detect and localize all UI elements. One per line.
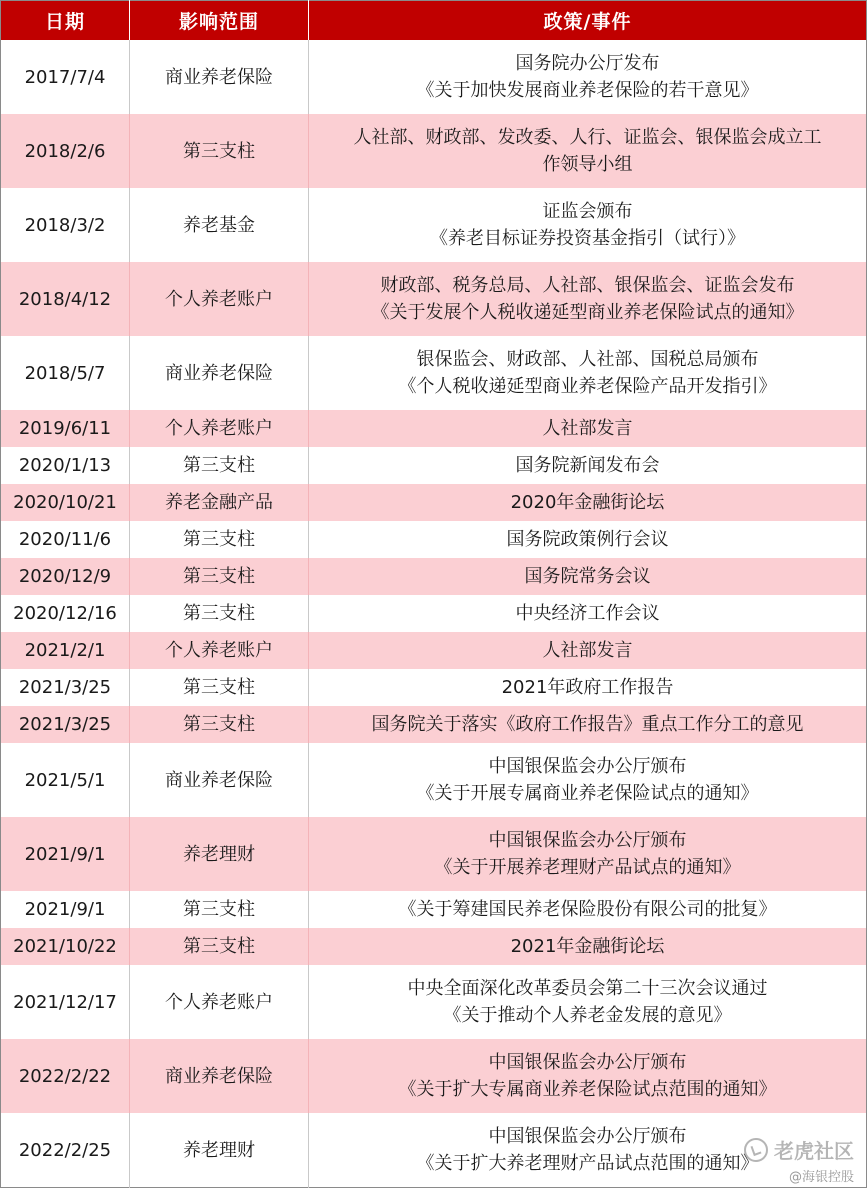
policy-cell xyxy=(309,965,867,1039)
scope-cell: 第三支柱 xyxy=(130,891,309,928)
policy-line: 《关于推动个人养老金发展的意见》 xyxy=(443,1005,732,1026)
policy-line: 国务院新闻发布会 xyxy=(515,455,660,476)
policy-cell xyxy=(309,928,867,965)
date-cell: 2020/12/9 xyxy=(1,558,130,595)
table-row xyxy=(1,928,867,965)
scope-cell: 第三支柱 xyxy=(130,558,309,595)
policy-line: 人社部、财政部、发改委、人行、证监会、银保监会成立工 xyxy=(353,127,822,148)
policy-cell xyxy=(309,1039,867,1113)
table-row xyxy=(1,558,867,595)
table-row xyxy=(1,447,867,484)
table-row xyxy=(1,40,867,114)
table-row xyxy=(1,262,867,336)
scope-cell: 个人养老账户 xyxy=(130,410,309,447)
table-row xyxy=(1,114,867,188)
policy-line: 2021年政府工作报告 xyxy=(501,677,674,698)
scope-cell: 第三支柱 xyxy=(130,706,309,743)
table-row xyxy=(1,1113,867,1188)
scope-cell: 个人养老账户 xyxy=(130,262,309,336)
table-row xyxy=(1,521,867,558)
date-cell: 2021/9/1 xyxy=(1,891,130,928)
policy-line: 财政部、税务总局、人社部、银保监会、证监会发布 xyxy=(380,275,795,296)
scope-cell: 第三支柱 xyxy=(130,595,309,632)
policy-line: 《关于发展个人税收递延型商业养老保险试点的通知》 xyxy=(371,302,804,323)
policy-line: 国务院关于落实《政府工作报告》重点工作分工的意见 xyxy=(371,714,804,735)
policy-line: 《关于扩大养老理财产品试点范围的通知》 xyxy=(416,1153,759,1174)
scope-cell: 个人养老账户 xyxy=(130,965,309,1039)
scope-cell: 商业养老保险 xyxy=(130,743,309,817)
policy-cell xyxy=(309,521,867,558)
header-date: 日期 xyxy=(1,1,130,41)
table-row xyxy=(1,595,867,632)
date-cell: 2021/10/22 xyxy=(1,928,130,965)
policy-cell xyxy=(309,743,867,817)
table-row xyxy=(1,632,867,669)
policy-line: 2020年金融街论坛 xyxy=(510,492,665,513)
table-row xyxy=(1,706,867,743)
policy-line: 国务院政策例行会议 xyxy=(506,529,669,550)
table-row xyxy=(1,188,867,262)
scope-cell: 养老理财 xyxy=(130,817,309,891)
policy-cell xyxy=(309,410,867,447)
date-cell: 2021/9/1 xyxy=(1,817,130,891)
table-row xyxy=(1,1039,867,1113)
policy-line: 《关于加快发展商业养老保险的若干意见》 xyxy=(416,80,759,101)
date-cell: 2018/4/12 xyxy=(1,262,130,336)
table-body xyxy=(1,40,867,1188)
date-cell: 2021/12/17 xyxy=(1,965,130,1039)
date-cell: 2017/7/4 xyxy=(1,40,130,114)
table-row xyxy=(1,817,867,891)
policy-line: 中国银保监会办公厅颁布 xyxy=(488,1126,687,1147)
date-cell: 2019/6/11 xyxy=(1,410,130,447)
scope-cell: 第三支柱 xyxy=(130,447,309,484)
policy-cell xyxy=(309,262,867,336)
date-cell: 2021/2/1 xyxy=(1,632,130,669)
date-cell: 2021/3/25 xyxy=(1,669,130,706)
date-cell: 2020/12/16 xyxy=(1,595,130,632)
scope-cell: 养老基金 xyxy=(130,188,309,262)
policy-line: 《关于扩大专属商业养老保险试点范围的通知》 xyxy=(398,1079,777,1100)
table-row xyxy=(1,484,867,521)
policy-line: 《养老目标证券投资基金指引（试行）》 xyxy=(430,228,745,249)
policy-cell xyxy=(309,706,867,743)
scope-cell: 个人养老账户 xyxy=(130,632,309,669)
scope-cell: 第三支柱 xyxy=(130,669,309,706)
scope-cell: 养老理财 xyxy=(130,1113,309,1188)
table-row xyxy=(1,891,867,928)
date-cell: 2020/1/13 xyxy=(1,447,130,484)
date-cell: 2020/10/21 xyxy=(1,484,130,521)
scope-cell: 第三支柱 xyxy=(130,521,309,558)
policy-line: 《关于开展专属商业养老保险试点的通知》 xyxy=(416,783,759,804)
table-header xyxy=(1,1,867,41)
date-cell: 2022/2/25 xyxy=(1,1113,130,1188)
scope-cell: 第三支柱 xyxy=(130,928,309,965)
policy-cell xyxy=(309,669,867,706)
header-row xyxy=(1,1,867,41)
policy-line: 证监会颁布 xyxy=(542,201,633,222)
policy-cell xyxy=(309,484,867,521)
policy-line: 作领导小组 xyxy=(542,154,633,175)
date-cell: 2021/3/25 xyxy=(1,706,130,743)
table-row xyxy=(1,743,867,817)
policy-line: 中央经济工作会议 xyxy=(515,603,660,624)
table-row xyxy=(1,410,867,447)
policy-line: 银保监会、财政部、人社部、国税总局颁布 xyxy=(416,349,759,370)
policy-line: 《个人税收递延型商业养老保险产品开发指引》 xyxy=(398,376,777,397)
scope-cell: 商业养老保险 xyxy=(130,336,309,410)
scope-cell: 商业养老保险 xyxy=(130,1039,309,1113)
policy-line: 中央全面深化改革委员会第二十三次会议通过 xyxy=(407,978,768,999)
policy-cell xyxy=(309,817,867,891)
policy-cell xyxy=(309,1113,867,1188)
date-cell: 2018/3/2 xyxy=(1,188,130,262)
table-row xyxy=(1,336,867,410)
scope-cell: 商业养老保险 xyxy=(130,40,309,114)
policy-cell xyxy=(309,188,867,262)
policy-line: 人社部发言 xyxy=(542,640,633,661)
policy-line: 中国银保监会办公厅颁布 xyxy=(488,756,687,777)
table-row xyxy=(1,669,867,706)
policy-line: 2021年金融街论坛 xyxy=(510,936,665,957)
table-row xyxy=(1,965,867,1039)
policy-cell xyxy=(309,40,867,114)
policy-cell xyxy=(309,558,867,595)
watermark-brand-text: 老虎社区 xyxy=(774,1139,854,1163)
header-policy: 政策/事件 xyxy=(309,1,867,41)
policy-line: 《关于开展养老理财产品试点的通知》 xyxy=(434,857,741,878)
watermark-sub: @海银控股 xyxy=(788,1170,854,1185)
policy-line: 国务院常务会议 xyxy=(524,566,651,587)
policy-line: 中国银保监会办公厅颁布 xyxy=(488,1052,687,1073)
date-cell: 2020/11/6 xyxy=(1,521,130,558)
policy-cell xyxy=(309,114,867,188)
policy-cell xyxy=(309,336,867,410)
date-cell: 2018/2/6 xyxy=(1,114,130,188)
date-cell: 2018/5/7 xyxy=(1,336,130,410)
header-scope: 影响范围 xyxy=(130,1,309,41)
date-cell: 2022/2/22 xyxy=(1,1039,130,1113)
policy-line: 人社部发言 xyxy=(542,418,633,439)
scope-cell: 养老金融产品 xyxy=(130,484,309,521)
policy-line: 国务院办公厅发布 xyxy=(515,53,660,74)
policy-cell xyxy=(309,595,867,632)
policy-line: 《关于筹建国民养老保险股份有限公司的批复》 xyxy=(398,899,777,920)
date-cell: 2021/5/1 xyxy=(1,743,130,817)
policy-cell xyxy=(309,447,867,484)
policy-cell xyxy=(309,891,867,928)
policy-line: 中国银保监会办公厅颁布 xyxy=(488,830,687,851)
policy-cell xyxy=(309,632,867,669)
scope-cell: 第三支柱 xyxy=(130,114,309,188)
